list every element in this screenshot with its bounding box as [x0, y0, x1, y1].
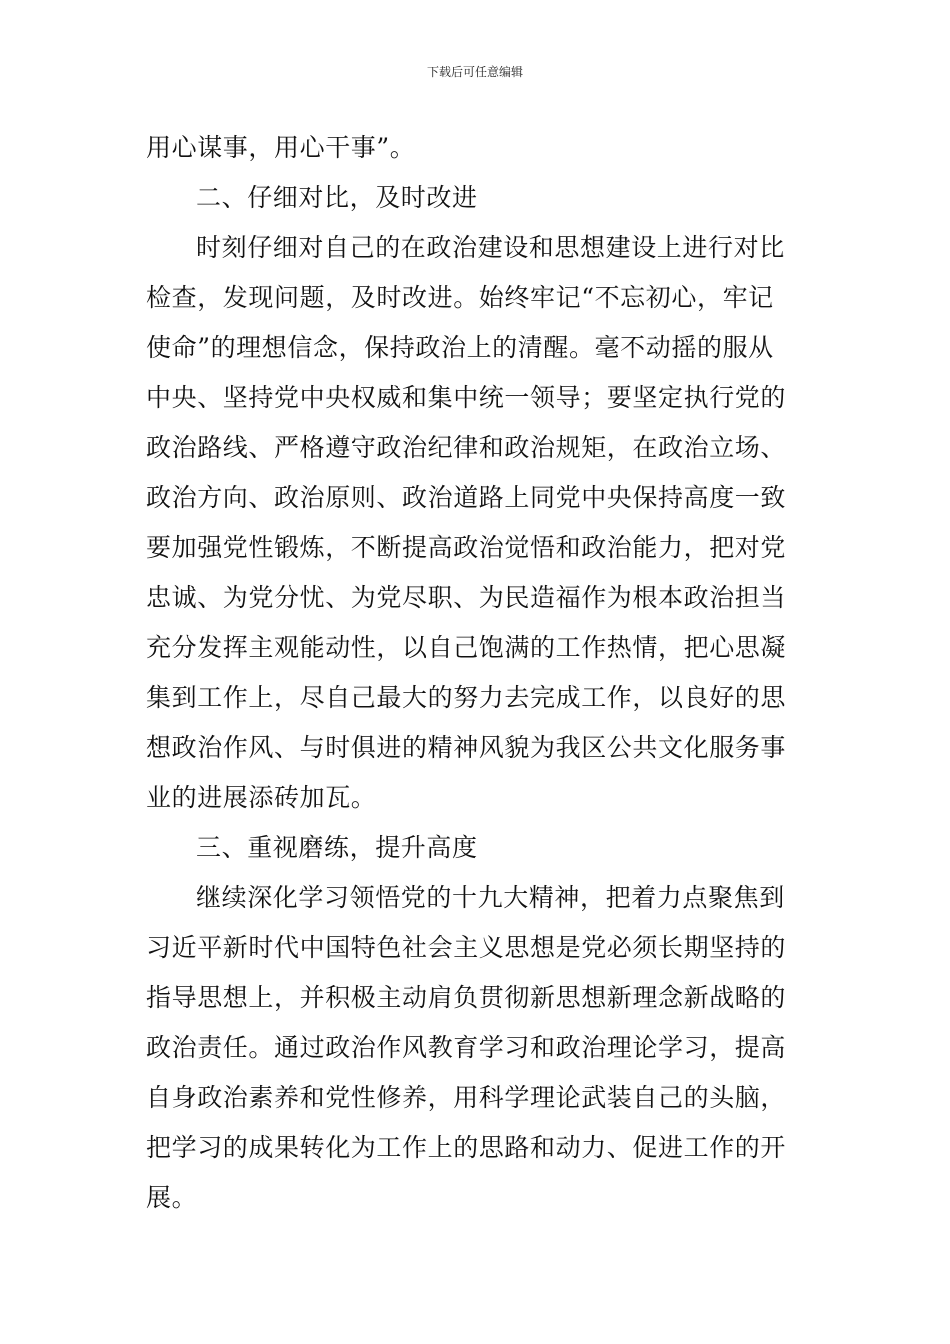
text-line: 习近平新时代中国特色社会主义思想是党必须长期坚持的 [146, 933, 787, 962]
text-line: 使命”的理想信念，保持政治上的清醒。毫不动摇的服从 [146, 333, 774, 362]
text-line: 把学习的成果转化为工作上的思路和动力、促进工作的开 [146, 1133, 787, 1162]
text-line: 用心谋事，用心干事”。 [146, 133, 416, 162]
text-line: 充分发挥主观能动性，以自己饱满的工作热情，把心思凝 [146, 633, 787, 662]
text-line: 政治路线、严格遵守政治纪律和政治规矩，在政治立场、 [146, 433, 787, 462]
text-line: 政治方向、政治原则、政治道路上同党中央保持高度一致 [146, 483, 787, 512]
text-line: 中央、坚持党中央权威和集中统一领导；要坚定执行党的 [146, 383, 787, 412]
section-heading-3: 三、重视磨练，提升高度 [196, 833, 478, 862]
text-line: 要加强党性锻炼，不断提高政治觉悟和政治能力，把对党 [146, 533, 787, 562]
text-line: 集到工作上，尽自己最大的努力去完成工作，以良好的思 [146, 683, 787, 712]
text-line: 检查，发现问题，及时改进。始终牢记“不忘初心，牢记 [146, 283, 774, 312]
page-header-note: 下载后可任意编辑 [426, 65, 523, 79]
text-line: 忠诚、为党分忧、为党尽职、为民造福作为根本政治担当 [146, 583, 787, 612]
section-heading-2: 二、仔细对比，及时改进 [196, 183, 478, 212]
text-line: 业的进展添砖加瓦。 [146, 783, 377, 812]
text-line: 自身政治素养和党性修养，用科学理论武装自己的头脑， [146, 1083, 787, 1112]
text-line: 指导思想上，并积极主动肩负贯彻新思想新理念新战略的 [146, 983, 787, 1012]
text-line: 展。 [146, 1183, 198, 1212]
text-line: 时刻仔细对自己的在政治建设和思想建设上进行对比 [196, 233, 785, 262]
text-line: 继续深化学习领悟党的十九大精神，把着力点聚焦到 [196, 883, 785, 912]
text-line: 想政治作风、与时俱进的精神风貌为我区公共文化服务事 [146, 733, 787, 762]
text-line: 政治责任。通过政治作风教育学习和政治理论学习，提高 [146, 1033, 787, 1062]
